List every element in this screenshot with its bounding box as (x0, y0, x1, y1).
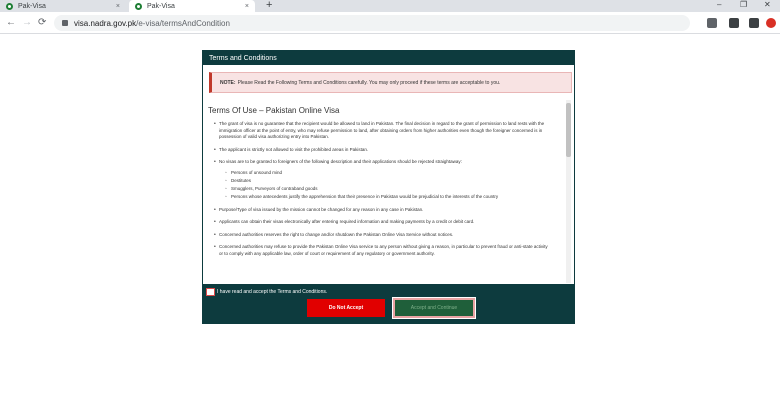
scrollbar-thumb[interactable] (566, 103, 571, 157)
panel-header: Terms and Conditions (203, 51, 574, 65)
subterms-list (219, 169, 549, 201)
new-tab-button[interactable]: + (266, 0, 273, 11)
term-item: • Purpose/Type of visa issued by the mission cannot be changed for any reason in any case in Pakistan. (219, 207, 549, 214)
terms-heading: Terms Of Use – Pakistan Online Visa (208, 106, 340, 115)
note-label: NOTE: (220, 79, 236, 86)
translate-icon[interactable] (707, 18, 717, 28)
subterm-item: ◦ Persons whose antecedents justify the apprehension that their presence in Pakistan would be prejudicial to the interests of the country (231, 193, 549, 201)
term-item: • Applicants can obtain their visas electronically after entering required information and making payments by a credit or debit card. (219, 219, 549, 226)
profile-icon[interactable] (749, 18, 759, 28)
terms-list (204, 121, 549, 257)
term-item: • The applicant is strictly not allowed to visit the prohibited areas in Pakistan. (219, 147, 549, 154)
close-tab-icon[interactable]: × (244, 2, 249, 10)
term-item (219, 159, 549, 201)
accept-and-continue-button[interactable]: Accept and Continue (393, 298, 475, 318)
url-path: /e-visa/termsAndCondition (136, 18, 230, 28)
subterm-item: ◦ Persons of unsound mind (231, 169, 549, 177)
forward-icon[interactable]: → (22, 17, 32, 28)
close-tab-icon[interactable]: × (115, 2, 120, 10)
note-alert (209, 72, 572, 93)
lock-icon (62, 20, 68, 26)
extensions-icon[interactable] (729, 18, 739, 28)
term-item: • Concerned authorities reserves the right to change and/or shutdown the Pakistan Online Visa Service without notices. (219, 232, 549, 239)
term-item: • The grant of visa is no guarantee that the recipient would be allowed to land in Pakistan. The final decision in regard to the grant of permission to land rests with the immigration officer at the point of entry, who may refuse permission to land, after obtaining orders from higher authorities even though the foreigner concerned is in possession of valid visa authorizing entry into Pakistan. (219, 121, 549, 141)
tab-title: Pak-Visa (18, 2, 46, 10)
accept-terms-label: I have read and accept the Terms and Conditions. (217, 289, 328, 295)
subterm-item: ◦ Smugglers, Purveyors of contraband goods (231, 185, 549, 193)
minimize-icon[interactable]: – (717, 0, 722, 9)
window-close-icon[interactable]: ✕ (764, 0, 771, 9)
url-host: visa.nadra.gov.pk (74, 18, 137, 28)
term-item: • Concerned authorities may refuse to provide the Pakistan Online Visa service to any person without giving a reason, in particular to prevent fraud or anti-state activity or to comply with any applicable law, order of court or requirement of any regulatory or government authority. (219, 244, 549, 257)
browser-tab-1[interactable] (0, 0, 126, 12)
update-icon[interactable] (766, 18, 776, 28)
reload-icon[interactable]: ⟳ (38, 17, 47, 28)
note-text: Please Read the Following Terms and Conditions carefully. You may only proceed if these terms are acceptable to you. (237, 79, 501, 86)
browser-toolbar (0, 12, 780, 34)
pak-visa-favicon-icon (6, 3, 13, 10)
terms-scroll-area[interactable] (204, 98, 574, 283)
subterm-item: ◦ Destitutes (231, 177, 549, 185)
tab-strip (0, 0, 780, 12)
tab-title: Pak-Visa (147, 2, 175, 10)
address-bar[interactable] (54, 15, 690, 31)
accept-terms-checkbox[interactable] (206, 288, 215, 296)
do-not-accept-button[interactable]: Do Not Accept (307, 299, 385, 317)
terms-scrollbar[interactable] (566, 100, 571, 283)
terms-panel (202, 50, 575, 324)
restore-icon[interactable]: ❐ (740, 0, 748, 9)
term-item-text: No visas are to be granted to foreigners of the following description and their applications should be rejected straightaway: (219, 159, 462, 164)
pak-visa-favicon-icon (135, 3, 142, 10)
browser-tab-2[interactable] (129, 0, 255, 12)
back-icon[interactable]: ← (6, 17, 16, 28)
panel-footer (203, 284, 574, 324)
